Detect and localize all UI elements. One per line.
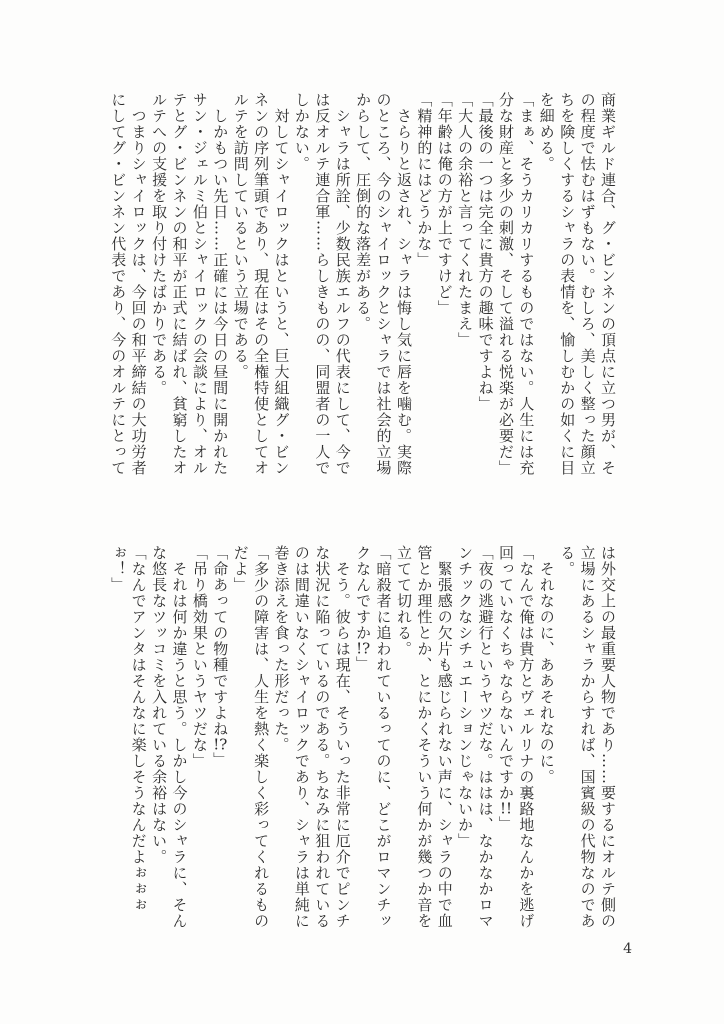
text-line: 「まぁ、そうカリカリするものではない。人生には充 — [517, 92, 536, 476]
text-line: ぉ！」 — [109, 545, 128, 593]
text-line: しかもつい先日……正確には今日の昼間に開かれた — [211, 92, 230, 476]
tatechuyoko-exclamation: !? — [213, 737, 228, 752]
text-line: 「命あっての物種ですよね!?」 — [211, 545, 230, 768]
text-line: 商業ギルド連合、グ・ビンネンの頂点に立つ男が、そ — [599, 92, 617, 476]
text-line: サン・ジェルミ伯とシャイロックの会談により、オル — [190, 92, 209, 476]
text-line: のところ、今のシャイロックとシャラでは社会的立場 — [374, 92, 393, 476]
text-line: を細める。 — [537, 92, 556, 172]
tatechuyoko-exclamation: !? — [356, 641, 371, 656]
text-line: 管とか理性とか、とにかくそういう何かが幾つか音を — [415, 545, 434, 929]
text-line: 「最後の一つは完全に貴方の趣味ですよね」 — [476, 92, 495, 412]
text-line: 立場にあるシャラからすれば、国賓級の代物なのであ — [578, 545, 597, 929]
text-line: シャラは所詮、少数民族エルフの代表にして、今で — [333, 92, 352, 476]
tatechuyoko-exclamation: !! — [499, 801, 512, 816]
text-line: からして、圧倒的な落差がある。 — [354, 92, 373, 332]
text-line: つまりシャイロックは、今回の和平締結の大功労者 — [129, 92, 148, 476]
page-number: 4 — [623, 941, 632, 957]
text-line: だよ」 — [231, 545, 250, 593]
text-line: 「多少の障害は、人生を熱く楽しく彩ってくれるもの — [252, 545, 271, 929]
text-line: 対してシャイロックはというと、巨大組織グ・ビン — [272, 92, 291, 476]
text-line: のは間違いなくシャイロックであり、シャラは単純に — [292, 545, 311, 929]
text-line: 立てて切れる。 — [394, 545, 413, 657]
text-line: 「なんでアンタはそんなに楽しそうなんだよぉぉぉ — [129, 545, 148, 913]
text-line: 「夜の逃避行というヤツだな。ははは、なかなかロマ — [476, 545, 495, 929]
text-line: それは何か違うと思う。しかし今のシャラに、そん — [170, 545, 189, 929]
text-line: 「年齢は俺の方が上ですけど」 — [435, 92, 454, 316]
text-line: 「精神的にはどうかな」 — [415, 92, 434, 268]
text-line: な悠長なツッコミを入れている余裕はない。 — [150, 545, 169, 865]
text-line: 回っていなくちゃならないんですか!!」 — [496, 545, 515, 832]
text-line: は反オルテ連合軍……らしきものの、同盟者の一人で — [313, 92, 332, 476]
text-line: な状況に陥っているのである。ちなみに狙われている — [313, 545, 332, 929]
text-line: は外交上の最重要人物であり……要するにオルテ側の — [599, 545, 617, 929]
text-line: 巻き添えを食った形だった。 — [272, 545, 291, 753]
text-line: ネンの序列筆頭であり、現在はその全権特使としてオ — [252, 92, 271, 476]
text-line: の程度で怯むはずもない。むしろ、美しく整った顔立 — [578, 92, 597, 476]
text-line: 分な財産と多少の刺激、そして溢れる悦楽が必要だ」 — [496, 92, 515, 476]
text-line: 「暗殺者に追われているってのに、どこがロマンチッ — [374, 545, 393, 929]
upper-text-block — [108, 92, 618, 482]
text-line: ルテを訪問しているという立場である。 — [231, 92, 250, 380]
text-line: にしてグ・ビンネン代表であり、今のオルテにとって — [109, 92, 128, 476]
text-line: それなのに、ああそれなのに。 — [537, 545, 556, 785]
text-line: ンチックなシチュエーションじゃないか」 — [456, 545, 475, 849]
text-line: 緊張感の欠片も感じられない声に、シャラの中で血 — [435, 545, 454, 929]
text-line: そう。彼らは現在、そういった非常に厄介でピンチ — [333, 545, 352, 929]
text-line: 「なんで俺は貴方とヴェルリナの裏路地なんかを逃げ — [517, 545, 536, 929]
text-line: しかない。 — [292, 92, 311, 172]
text-line: る。 — [558, 545, 577, 577]
text-line: 「吊り橋効果というヤツだな」 — [190, 545, 209, 769]
text-line: 「大人の余裕と言ってくれたまえ」 — [456, 92, 475, 348]
text-line: クなんですか!?」 — [354, 545, 373, 672]
text-line: テとグ・ビンネンの和平が正式に結ばれ、貧窮したオ — [170, 92, 189, 476]
lower-text-block — [108, 545, 618, 935]
text-line: ルテへの支援を取り付けたばかりである。 — [150, 92, 169, 396]
text-line: ちを険しくするシャラの表情を、愉しむかの如くに目 — [558, 92, 577, 476]
text-line: さらりと返され、シャラは悔し気に唇を噛む。実際 — [394, 92, 413, 476]
